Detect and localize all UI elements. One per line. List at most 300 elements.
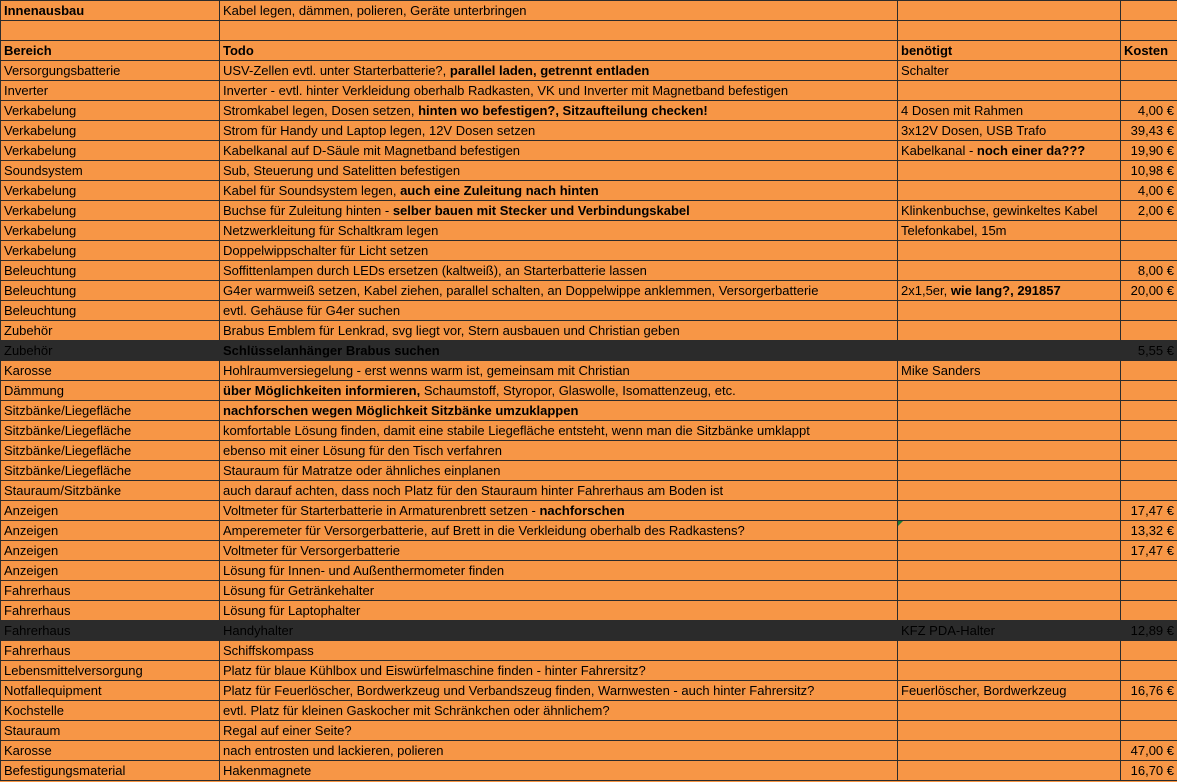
cell-benoetigt[interactable] [898, 381, 1121, 401]
cell-text: 5,55 € [1137, 342, 1174, 358]
cell-benoetigt[interactable] [898, 221, 1121, 241]
cell-todo[interactable] [220, 281, 898, 301]
table-row [1, 421, 1177, 441]
cell-text: 4 Dosen mit Rahmen [901, 102, 1024, 118]
cell-text: Sitzbänke/Liegefläche [4, 442, 132, 458]
cell-benoetigt[interactable] [898, 361, 1121, 381]
cell-text: 16,76 € [1130, 682, 1174, 698]
cell-kosten[interactable] [1121, 561, 1177, 581]
cell-text: 8,00 € [1137, 262, 1174, 278]
cell-kosten[interactable] [1121, 381, 1177, 401]
cell-benoetigt[interactable] [898, 561, 1121, 581]
cell-kosten[interactable] [1121, 241, 1177, 261]
cell-todo[interactable] [220, 601, 898, 621]
cell-bereich[interactable] [1, 481, 220, 501]
cell-text: Sub, Steuerung und Satelitten befestigen [223, 162, 461, 178]
title-row [1, 1, 1177, 21]
table-row [1, 621, 1177, 641]
cell-benoetigt[interactable] [898, 681, 1121, 701]
cell-bereich[interactable] [1, 101, 220, 121]
cell-benoetigt[interactable] [898, 61, 1121, 81]
cell-bereich[interactable] [1, 241, 220, 261]
cell-benoetigt[interactable] [898, 181, 1121, 201]
cell-kosten[interactable] [1121, 261, 1177, 281]
cell-bereich[interactable] [1, 281, 220, 301]
cell-todo[interactable] [220, 121, 898, 141]
cell-kosten[interactable] [1121, 301, 1177, 321]
table-row [1, 121, 1177, 141]
cell-benoetigt[interactable] [898, 481, 1121, 501]
cell-todo[interactable] [220, 481, 898, 501]
cell-bereich[interactable] [1, 761, 220, 781]
cell-text: Brabus Emblem für Lenkrad, svg liegt vor, Stern ausbauen und Christian geben [223, 322, 680, 338]
table-row [1, 541, 1177, 561]
cell-bereich[interactable] [1, 161, 220, 181]
cell-text: 17,47 € [1130, 542, 1174, 558]
cell-bold-text: parallel laden, getrennt entladen [449, 62, 650, 78]
cell-todo[interactable] [220, 701, 898, 721]
cell-kosten[interactable] [1121, 421, 1177, 441]
table-row [1, 661, 1177, 681]
cell-text: Regal auf einer Seite? [223, 722, 352, 738]
table-row [1, 221, 1177, 241]
cell-text: Beleuchtung [4, 302, 77, 318]
cell-todo[interactable] [220, 381, 898, 401]
cell-bereich[interactable] [1, 141, 220, 161]
table-row [1, 281, 1177, 301]
cell-benoetigt[interactable] [898, 281, 1121, 301]
cell-text: Fahrerhaus [4, 622, 71, 638]
cell-text: Hakenmagnete [223, 762, 312, 778]
cell-text: Verkabelung [4, 222, 77, 238]
cell-kosten[interactable] [1121, 181, 1177, 201]
cell-text: Fahrerhaus [4, 602, 71, 618]
cell-todo[interactable] [220, 721, 898, 741]
cell-benoetigt[interactable] [898, 701, 1121, 721]
table-row [1, 321, 1177, 341]
cell-bereich[interactable] [1, 601, 220, 621]
cell-bereich[interactable] [1, 681, 220, 701]
cell-todo[interactable] [220, 741, 898, 761]
cell-benoetigt[interactable] [898, 601, 1121, 621]
cell-text: komfortable Lösung finden, damit eine stabile Liegefläche entsteht, wenn man die Sitzbänke umklappt [223, 422, 810, 438]
cell-benoetigt[interactable] [898, 241, 1121, 261]
cell-bereich[interactable] [1, 421, 220, 441]
table-row [1, 761, 1177, 781]
cell-bold-text: Schlüsselanhänger Brabus suchen [223, 342, 440, 358]
cell-bold-text: über Möglichkeiten informieren, [223, 382, 421, 398]
cell-text: G4er warmweiß setzen, Kabel ziehen, parallel schalten, an Doppelwippe anklemmen, Versorgerbatterie [223, 282, 819, 298]
table-row [1, 301, 1177, 321]
cell-bereich[interactable] [1, 81, 220, 101]
cell-kosten[interactable] [1121, 701, 1177, 721]
cell-text: Lösung für Getränkehalter [223, 582, 375, 598]
cell-text: Sitzbänke/Liegefläche [4, 422, 132, 438]
cell-text: Stauraum für Matratze oder ähnliches einplanen [223, 462, 501, 478]
cell-todo[interactable] [220, 581, 898, 601]
cell-text: Inverter [4, 82, 49, 98]
cell-todo[interactable] [220, 501, 898, 521]
table-row [1, 561, 1177, 581]
cell-kosten[interactable] [1121, 361, 1177, 381]
cell-kosten[interactable] [1121, 761, 1177, 781]
empty-row [1, 21, 1177, 41]
cell-text: 2,00 € [1137, 202, 1174, 218]
cell-bereich[interactable] [1, 521, 220, 541]
table-row [1, 441, 1177, 461]
cell-text: 13,32 € [1130, 522, 1174, 538]
cell-bereich[interactable] [1, 741, 220, 761]
cell-bereich[interactable] [1, 501, 220, 521]
cell-todo[interactable] [220, 321, 898, 341]
cell-text: Lösung für Innen- und Außenthermometer finden [223, 562, 505, 578]
cell-bereich[interactable] [1, 721, 220, 741]
cell-todo[interactable] [220, 621, 898, 641]
cell-todo[interactable] [220, 81, 898, 101]
cell-bereich[interactable] [1, 661, 220, 681]
cell-benoetigt[interactable] [898, 81, 1121, 101]
cell-title-need[interactable] [898, 1, 1121, 21]
cell-todo[interactable] [220, 241, 898, 261]
cell-kosten[interactable] [1121, 121, 1177, 141]
table-row [1, 721, 1177, 741]
cell-bold-text: hinten wo befestigen?, Sitzaufteilung checken! [418, 102, 708, 118]
cell-text: Stauraum/Sitzbänke [4, 482, 122, 498]
cell-benoetigt[interactable] [898, 661, 1121, 681]
cell-text: Beleuchtung [4, 262, 77, 278]
cell-benoetigt[interactable] [898, 621, 1121, 641]
cell-todo[interactable] [220, 201, 898, 221]
cell-kosten[interactable] [1121, 221, 1177, 241]
table-row [1, 201, 1177, 221]
cell-text: Inverter - evtl. hinter Verkleidung oberhalb Radkasten, VK und Inverter mit Magnetband befestigen [223, 82, 789, 98]
header-benoetigt[interactable]: benötigt [898, 41, 1121, 61]
cell-todo[interactable] [220, 521, 898, 541]
table-row [1, 461, 1177, 481]
table-row [1, 601, 1177, 621]
cell-text: 17,47 € [1130, 502, 1174, 518]
cell-text: Kabel für Soundsystem legen, [223, 182, 401, 198]
cell-text: Voltmeter für Starterbatterie in Armaturenbrett setzen - [223, 502, 540, 518]
cell-bereich[interactable] [1, 261, 220, 281]
cell-bereich[interactable] [1, 381, 220, 401]
cell-text: Stromkabel legen, Dosen setzen, [223, 102, 419, 118]
cell-kosten[interactable] [1121, 581, 1177, 601]
cell-benoetigt[interactable] [898, 741, 1121, 761]
cell-text: Verkabelung [4, 242, 77, 258]
cell-bereich[interactable] [1, 621, 220, 641]
cell-text: Verkabelung [4, 122, 77, 138]
cell-bereich[interactable] [1, 341, 220, 361]
cell-text: 3x12V Dosen, USB Trafo [901, 122, 1047, 138]
cell-todo[interactable] [220, 681, 898, 701]
cell-bereich[interactable] [1, 361, 220, 381]
cell-text: Kabelkanal - [901, 142, 977, 158]
cell-text: Schiffskompass [223, 642, 314, 658]
cell-bereich[interactable] [1, 441, 220, 461]
cell-todo[interactable] [220, 101, 898, 121]
cell-text: 12,89 € [1130, 622, 1174, 638]
cell-todo[interactable] [220, 301, 898, 321]
cell-text: evtl. Platz für kleinen Gaskocher mit Schränkchen oder ähnlichem? [223, 702, 610, 718]
table-row [1, 401, 1177, 421]
cell-benoetigt[interactable] [898, 641, 1121, 661]
cell-todo[interactable] [220, 361, 898, 381]
table-row [1, 261, 1177, 281]
table-row [1, 141, 1177, 161]
cell-bereich[interactable] [1, 701, 220, 721]
cell-text: Doppelwippschalter für Licht setzen [223, 242, 429, 258]
cell-kosten[interactable] [1121, 661, 1177, 681]
cell-text: 39,43 € [1130, 122, 1174, 138]
cell-text: Verkabelung [4, 102, 77, 118]
cell-text: Verkabelung [4, 202, 77, 218]
cell-todo[interactable] [220, 461, 898, 481]
cell-text: Hohlraumversiegelung - erst wenns warm ist, gemeinsam mit Christian [223, 362, 630, 378]
cell-benoetigt[interactable] [898, 101, 1121, 121]
cell-bold-text: selber bauen mit Stecker und Verbindungskabel [392, 202, 690, 218]
table-row [1, 701, 1177, 721]
cell-empty[interactable] [1, 21, 220, 41]
cell-title-bereich[interactable]: Innenausbau [1, 1, 220, 21]
cell-text: Soundsystem [4, 162, 83, 178]
cell-todo[interactable] [220, 341, 898, 361]
header-kosten[interactable]: Kosten [1121, 41, 1177, 61]
cell-todo[interactable] [220, 641, 898, 661]
cell-text: evtl. Gehäuse für G4er suchen [223, 302, 401, 318]
cell-text: Anzeigen [4, 562, 59, 578]
cell-text: Amperemeter für Versorgerbatterie, auf Brett in die Verkleidung oberhalb des Radkastens? [223, 522, 745, 538]
cell-todo[interactable] [220, 661, 898, 681]
cell-benoetigt[interactable] [898, 461, 1121, 481]
cell-text: Fahrerhaus [4, 582, 71, 598]
cell-kosten[interactable] [1121, 161, 1177, 181]
cell-text: Verkabelung [4, 142, 77, 158]
table-row [1, 341, 1177, 361]
cell-kosten[interactable] [1121, 81, 1177, 101]
cell-text: Fahrerhaus [4, 642, 71, 658]
table-row [1, 61, 1177, 81]
table-row [1, 641, 1177, 661]
cell-kosten[interactable] [1121, 201, 1177, 221]
cell-bereich[interactable] [1, 301, 220, 321]
cell-text: Strom für Handy und Laptop legen, 12V Dosen setzen [223, 122, 536, 138]
cell-kosten[interactable] [1121, 521, 1177, 541]
cell-text: Klinkenbuchse, gewinkeltes Kabel [901, 202, 1098, 218]
cell-bereich[interactable] [1, 561, 220, 581]
cell-text: Feuerlöscher, Bordwerkzeug [901, 682, 1067, 698]
cell-todo[interactable] [220, 161, 898, 181]
cell-text: Zubehör [4, 322, 53, 338]
cell-bereich[interactable] [1, 181, 220, 201]
table-row [1, 741, 1177, 761]
cell-benoetigt[interactable] [898, 421, 1121, 441]
cell-text: Lösung für Laptophalter [223, 602, 361, 618]
cell-text: 4,00 € [1137, 182, 1174, 198]
cell-text: Dämmung [4, 382, 64, 398]
table-row [1, 501, 1177, 521]
cell-todo[interactable] [220, 561, 898, 581]
cell-text: Karosse [4, 742, 52, 758]
cell-todo[interactable] [220, 181, 898, 201]
cell-text: Versorgungsbatterie [4, 62, 121, 78]
cell-kosten[interactable] [1121, 321, 1177, 341]
cell-todo[interactable] [220, 141, 898, 161]
cell-kosten[interactable] [1121, 541, 1177, 561]
cell-text: Handyhalter [223, 622, 294, 638]
cell-text: auch darauf achten, dass noch Platz für den Stauraum hinter Fahrerhaus am Boden ist [223, 482, 724, 498]
table-row [1, 181, 1177, 201]
cell-text: Anzeigen [4, 542, 59, 558]
cell-empty[interactable] [898, 21, 1121, 41]
cell-bereich[interactable] [1, 401, 220, 421]
table-row [1, 101, 1177, 121]
cell-text: Schaumstoff, Styropor, Glaswolle, Isomattenzeug, etc. [420, 382, 736, 398]
cell-bereich[interactable] [1, 221, 220, 241]
cell-benoetigt[interactable] [898, 401, 1121, 421]
cell-empty[interactable] [1121, 21, 1177, 41]
cell-text: Befestigungsmaterial [4, 762, 126, 778]
cell-text: 20,00 € [1130, 282, 1174, 298]
cell-todo[interactable] [220, 761, 898, 781]
cell-todo[interactable] [220, 541, 898, 561]
cell-text: Kabelkanal auf D-Säule mit Magnetband befestigen [223, 142, 521, 158]
cell-benoetigt[interactable] [898, 121, 1121, 141]
cell-benoetigt[interactable] [898, 761, 1121, 781]
cell-bold-text: auch eine Zuleitung nach hinten [400, 182, 599, 198]
cell-text: Zubehör [4, 342, 53, 358]
cell-kosten[interactable] [1121, 621, 1177, 641]
cell-kosten[interactable] [1121, 281, 1177, 301]
cell-benoetigt[interactable] [898, 441, 1121, 461]
cell-benoetigt[interactable] [898, 201, 1121, 221]
cell-text: Telefonkabel, 15m [901, 222, 1007, 238]
cell-kosten[interactable] [1121, 501, 1177, 521]
cell-text: Stauraum [4, 722, 61, 738]
cell-bereich[interactable] [1, 541, 220, 561]
cell-text: Anzeigen [4, 522, 59, 538]
cell-benoetigt[interactable] [898, 581, 1121, 601]
cell-benoetigt[interactable] [898, 721, 1121, 741]
cell-todo[interactable] [220, 221, 898, 241]
cell-kosten[interactable] [1121, 681, 1177, 701]
cell-text: Buchse für Zuleitung hinten - [223, 202, 393, 218]
cell-bereich[interactable] [1, 201, 220, 221]
cell-benoetigt[interactable] [898, 541, 1121, 561]
cell-text: KFZ PDA-Halter [901, 622, 995, 638]
cell-text: Platz für Feuerlöscher, Bordwerkzeug und Verbandszeug finden, Warnwesten - auch hinter Fahrersitz? [223, 682, 815, 698]
cell-empty[interactable] [220, 21, 898, 41]
cell-bold-text: noch einer da??? [976, 142, 1086, 158]
table-row [1, 361, 1177, 381]
cell-text: Soffittenlampen durch LEDs ersetzen (kaltweiß), an Starterbatterie lassen [223, 262, 647, 278]
table-row [1, 521, 1177, 541]
cell-kosten[interactable] [1121, 341, 1177, 361]
cell-kosten[interactable] [1121, 721, 1177, 741]
cell-text: Anzeigen [4, 502, 59, 518]
cell-kosten[interactable] [1121, 61, 1177, 81]
cell-kosten[interactable] [1121, 101, 1177, 121]
cell-bold-text: nachforschen wegen Möglichkeit Sitzbänke umzuklappen [223, 402, 579, 418]
cell-benoetigt[interactable] [898, 301, 1121, 321]
cell-text: Netzwerkleitung für Schaltkram legen [223, 222, 439, 238]
cell-kosten[interactable] [1121, 601, 1177, 621]
cell-text: Voltmeter für Versorgerbatterie [223, 542, 401, 558]
cell-kosten[interactable] [1121, 401, 1177, 421]
cell-kosten[interactable] [1121, 441, 1177, 461]
cell-todo[interactable] [220, 401, 898, 421]
cell-text: 47,00 € [1130, 742, 1174, 758]
header-todo[interactable]: Todo [220, 41, 898, 61]
cell-text: nach entrosten und lackieren, polieren [223, 742, 444, 758]
cell-kosten[interactable] [1121, 641, 1177, 661]
cell-bold-text: wie lang?, 291857 [950, 282, 1061, 298]
cell-text: Verkabelung [4, 182, 77, 198]
cell-kosten[interactable] [1121, 481, 1177, 501]
cell-text: Sitzbänke/Liegefläche [4, 462, 132, 478]
table-row [1, 241, 1177, 261]
header-row [1, 41, 1177, 61]
cell-kosten[interactable] [1121, 741, 1177, 761]
cell-benoetigt[interactable] [898, 141, 1121, 161]
cell-bereich[interactable] [1, 321, 220, 341]
cell-text: 4,00 € [1137, 102, 1174, 118]
cell-kosten[interactable] [1121, 461, 1177, 481]
cell-text: Platz für blaue Kühlbox und Eiswürfelmaschine finden - hinter Fahrersitz? [223, 662, 646, 678]
table-row [1, 681, 1177, 701]
cell-bold-text: nachforschen [539, 502, 625, 518]
cell-text: 2x1,5er, [901, 282, 951, 298]
cell-todo[interactable] [220, 421, 898, 441]
cell-kosten[interactable] [1121, 141, 1177, 161]
table-row [1, 481, 1177, 501]
cell-todo[interactable] [220, 61, 898, 81]
cell-text: Lebensmittelversorgung [4, 662, 143, 678]
cell-benoetigt[interactable] [898, 321, 1121, 341]
cell-bereich[interactable] [1, 581, 220, 601]
cell-text: 19,90 € [1130, 142, 1174, 158]
cell-title-cost[interactable] [1121, 1, 1177, 21]
cell-benoetigt[interactable] [898, 261, 1121, 281]
table-row [1, 581, 1177, 601]
cell-text: ebenso mit einer Lösung für den Tisch verfahren [223, 442, 502, 458]
cell-bereich[interactable] [1, 61, 220, 81]
header-bereich[interactable]: Bereich [1, 41, 220, 61]
cell-text: Beleuchtung [4, 282, 77, 298]
cell-benoetigt[interactable] [898, 161, 1121, 181]
cell-text: Kochstelle [4, 702, 64, 718]
cell-title-todo[interactable]: Kabel legen, dämmen, polieren, Geräte unterbringen [220, 1, 898, 21]
cell-todo[interactable] [220, 261, 898, 281]
cell-benoetigt[interactable] [898, 521, 1121, 541]
cell-text: USV-Zellen evtl. unter Starterbatterie?, [223, 62, 450, 78]
cell-text: Sitzbänke/Liegefläche [4, 402, 132, 418]
cell-text: 10,98 € [1130, 162, 1174, 178]
cell-todo[interactable] [220, 441, 898, 461]
table-row [1, 161, 1177, 181]
table-row [1, 381, 1177, 401]
cell-bereich[interactable] [1, 121, 220, 141]
cell-text: Schalter [901, 62, 949, 78]
cell-text: 16,70 € [1130, 762, 1174, 778]
table-row [1, 81, 1177, 101]
cell-benoetigt[interactable] [898, 501, 1121, 521]
cell-bereich[interactable] [1, 641, 220, 661]
cell-text: Karosse [4, 362, 52, 378]
cell-benoetigt[interactable] [898, 341, 1121, 361]
cell-text: Notfallequipment [4, 682, 102, 698]
cell-bereich[interactable] [1, 461, 220, 481]
